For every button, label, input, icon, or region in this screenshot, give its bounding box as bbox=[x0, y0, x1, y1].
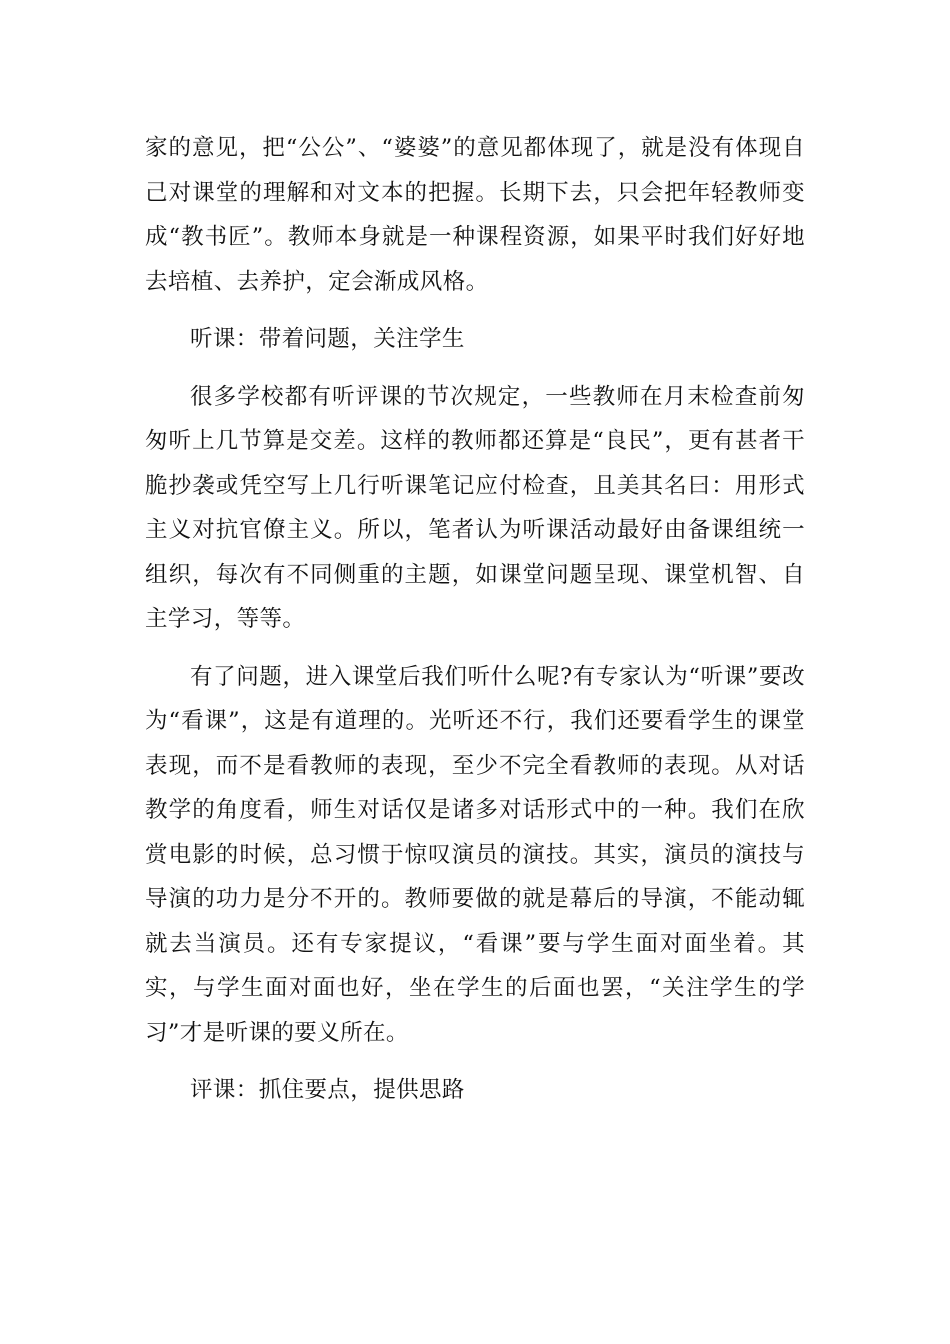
paragraph-continuation: 家的意见，把“公公”、“婆婆”的意见都体现了，就是没有体现自己对课堂的理解和对文本的把握。长期下去，只会把年轻教师变成“教书匠”。教师本身就是一种课程资源，如果平时我们好好地去培植、去养护，定会渐成风格。 bbox=[145, 135, 805, 295]
paragraph-watching-class: 有了问题，进入课堂后我们听什么呢?有专家认为“听课”要改为“看课”，这是有道理的。光听还不行，我们还要看学生的课堂表现，而不是看教师的表现，至少不完全看教师的表现。从对话教学的角度看，师生对话仅是诸多对话形式中的一种。我们在欣赏电影的时候，总习惯于惊叹演员的演技。其实，演员的演技与导演的功力是分不开的。教师要做的就是幕后的导演，不能动辄就去当演员。还有专家提议，“看课”要与学生面对面坐着。其实，与学生面对面也好，坐在学生的后面也罢，“关注学生的学习”才是听课的要义所在。 bbox=[145, 663, 805, 1046]
document-body bbox=[145, 126, 805, 1113]
section-heading-evaluating: 评课：抓住要点，提供思路 bbox=[190, 1077, 465, 1103]
paragraph-listening-rules: 很多学校都有听评课的节次规定，一些教师在月末检查前匆匆听上几节算是交差。这样的教师都还算是“良民”，更有甚者干脆抄袭或凭空写上几行听课笔记应付检查，且美其名曰：用形式主义对抗官僚主义。所以，笔者认为听课活动最好由备课组统一组织，每次有不同侧重的主题，如课堂问题呈现、课堂机智、自主学习，等等。 bbox=[145, 383, 805, 632]
section-heading-listening: 听课：带着问题，关注学生 bbox=[190, 326, 465, 352]
